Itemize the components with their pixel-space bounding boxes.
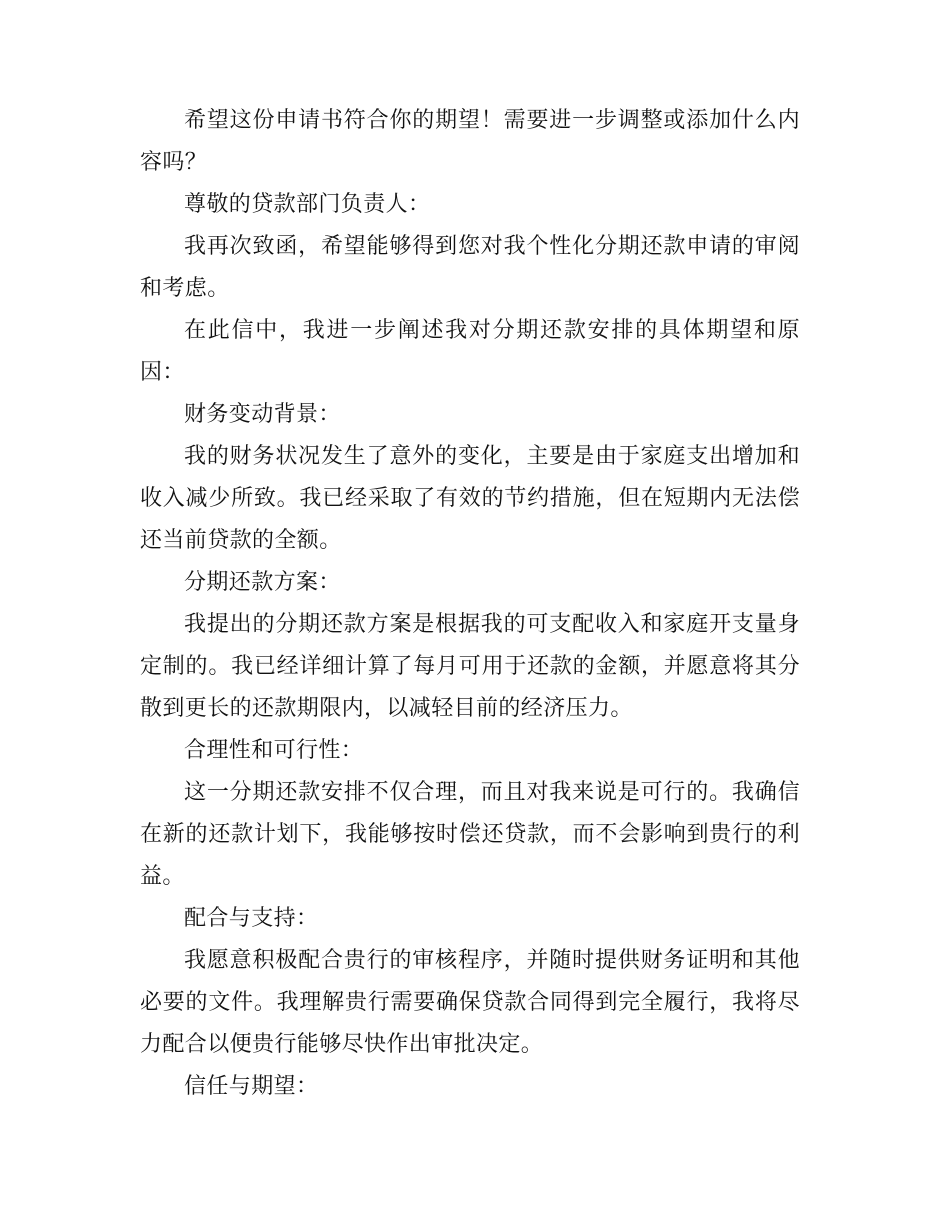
document-body — [140, 100, 800, 1108]
section-heading-installment-plan: 分期还款方案： — [184, 570, 341, 595]
closing-question-paragraph: 希望这份申请书符合你的期望！需要进一步调整或添加什么内容吗？ — [140, 108, 800, 175]
intro-paragraph: 在此信中，我进一步阐述我对分期还款安排的具体期望和原因： — [140, 318, 800, 385]
feasibility-paragraph: 这一分期还款安排不仅合理，而且对我来说是可行的。我确信在新的还款计划下，我能够按时偿还贷款，而不会影响到贵行的利益。 — [140, 780, 800, 889]
cooperation-paragraph: 我愿意积极配合贵行的审核程序，并随时提供财务证明和其他必要的文件。我理解贵行需要确保贷款合同得到完全履行，我将尽力配合以便贵行能够尽快作出审批决定。 — [140, 948, 800, 1057]
section-heading-feasibility: 合理性和可行性： — [184, 738, 364, 763]
opening-paragraph: 我再次致函，希望能够得到您对我个性化分期还款申请的审阅和考虑。 — [140, 234, 800, 301]
salutation: 尊敬的贷款部门负责人： — [184, 192, 431, 217]
section-heading-financial-change: 财务变动背景： — [184, 402, 341, 427]
financial-change-paragraph: 我的财务状况发生了意外的变化，主要是由于家庭支出增加和收入减少所致。我已经采取了有效的节约措施，但在短期内无法偿还当前贷款的全额。 — [140, 444, 800, 553]
section-heading-trust: 信任与期望： — [184, 1074, 319, 1099]
section-heading-cooperation: 配合与支持： — [184, 906, 319, 931]
installment-plan-paragraph: 我提出的分期还款方案是根据我的可支配收入和家庭开支量身定制的。我已经详细计算了每月可用于还款的金额，并愿意将其分散到更长的还款期限内，以减轻目前的经济压力。 — [140, 612, 800, 721]
